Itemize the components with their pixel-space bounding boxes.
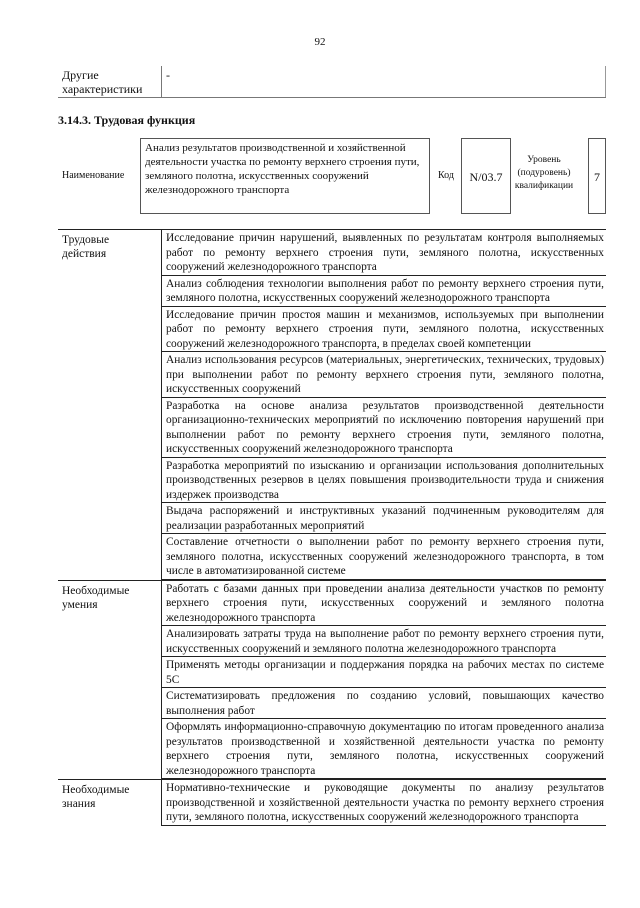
table-row: Выдача распоряжений и инструктивных указаний подчиненным руководителям для реализации разработанных мероприятий	[162, 503, 606, 534]
divider	[161, 66, 162, 98]
table-row: Работать с базами данных при проведении анализа деятельности участков по ремонту верхнего строения пути, искусственных сооружений и земляного полотна железнодорожного транспорта	[162, 581, 606, 627]
other-characteristics-value: -	[166, 68, 170, 82]
function-code: N/03.7	[461, 138, 511, 214]
qualification-level-label: Уровень (подуровень) квалификации	[514, 155, 574, 191]
table-row: Применять методы организации и поддержания порядка на рабочих местах по системе 5С	[162, 657, 606, 688]
table-row: Оформлять информационно-справочную документацию по итогам проведенного анализа результатов производственной и хозяйственной деятельности участка по ремонту верхнего строения пути, земляного полотна, искусственных сооружений железнодорожного транспорта	[162, 719, 606, 779]
table-row: Нормативно-технические и руководящие документы по анализу результатов производственной и хозяйственной деятельности участка по ремонту верхнего строения пути, земляного полотна, искусственных сооружений железнодорожного транспорта	[162, 780, 606, 826]
requirements-group	[58, 580, 606, 780]
table-row: Анализ использования ресурсов (материальных, энергетических, технических, трудовых) при выполнении работ по ремонту верхнего строения пути, земляного полотна, искусственных сооружений	[162, 352, 606, 398]
function-name-label: Наименование	[62, 170, 125, 181]
code-label: Код	[438, 170, 454, 181]
group-items	[161, 581, 606, 780]
table-row: Разработка на основе анализа результатов производственной деятельности организационно-технических мероприятий по исключению повторения нарушений при выполнении работ по ремонту верхнего строения пути, земляного полотна, искусственных сооружений железнодорожного транспорта	[162, 398, 606, 458]
table-row: Анализ соблюдения технологии выполнения работ по ремонту верхнего строения пути, земляного полотна, искусственных сооружений железнодорожного транспорта	[162, 276, 606, 307]
table-row: Систематизировать предложения по созданию условий, повышающих качество выполнения работ	[162, 688, 606, 719]
group-items	[161, 780, 606, 826]
table-row: Анализировать затраты труда на выполнение работ по ремонту верхнего строения пути, искусственных сооружений и земляного полотна железнодорожного транспорта	[162, 626, 606, 657]
requirements-group	[58, 229, 606, 580]
requirements-group	[58, 779, 606, 826]
divider	[58, 97, 606, 98]
other-characteristics-label: Другие характеристики	[62, 68, 143, 96]
table-row: Исследование причин нарушений, выявленных по результатам контроля выполняемых работ по ремонту верхнего строения пути, земляного полотна, искусственных сооружений железнодорожного транспорта	[162, 230, 606, 276]
divider	[605, 66, 606, 98]
function-name: Анализ результатов производственной и хозяйственной деятельности участка по ремонту верхнего строения пути, земляного полотна, искусственных сооружений железнодорожного транспорта	[140, 138, 430, 214]
qualification-level: 7	[588, 138, 606, 214]
group-label: Трудовые действия	[62, 234, 110, 260]
group-label: Необходимые знания	[62, 784, 130, 810]
section-title: 3.14.3. Трудовая функция	[58, 113, 196, 127]
table-row: Разработка мероприятий по изысканию и организации использования дополнительных производственных резервов в целях повышения производительности труда и снижения издержек производства	[162, 458, 606, 504]
group-items	[161, 230, 606, 580]
group-label: Необходимые умения	[62, 584, 130, 611]
table-row: Составление отчетности о выполнении работ по ремонту верхнего строения пути, земляного полотна, искусственных сооружений железнодорожного транспорта, в том числе в автоматизированной системе	[162, 534, 606, 580]
page-number: 92	[314, 36, 326, 48]
function-header	[58, 138, 608, 216]
other-characteristics-row	[58, 66, 606, 98]
requirements-table	[58, 229, 606, 826]
table-row: Исследование причин простоя машин и механизмов, используемых при выполнении работ по ремонту верхнего строения пути, земляного полотна, искусственных сооружений железнодорожного транспорта, в пределах своей компетенции	[162, 307, 606, 353]
